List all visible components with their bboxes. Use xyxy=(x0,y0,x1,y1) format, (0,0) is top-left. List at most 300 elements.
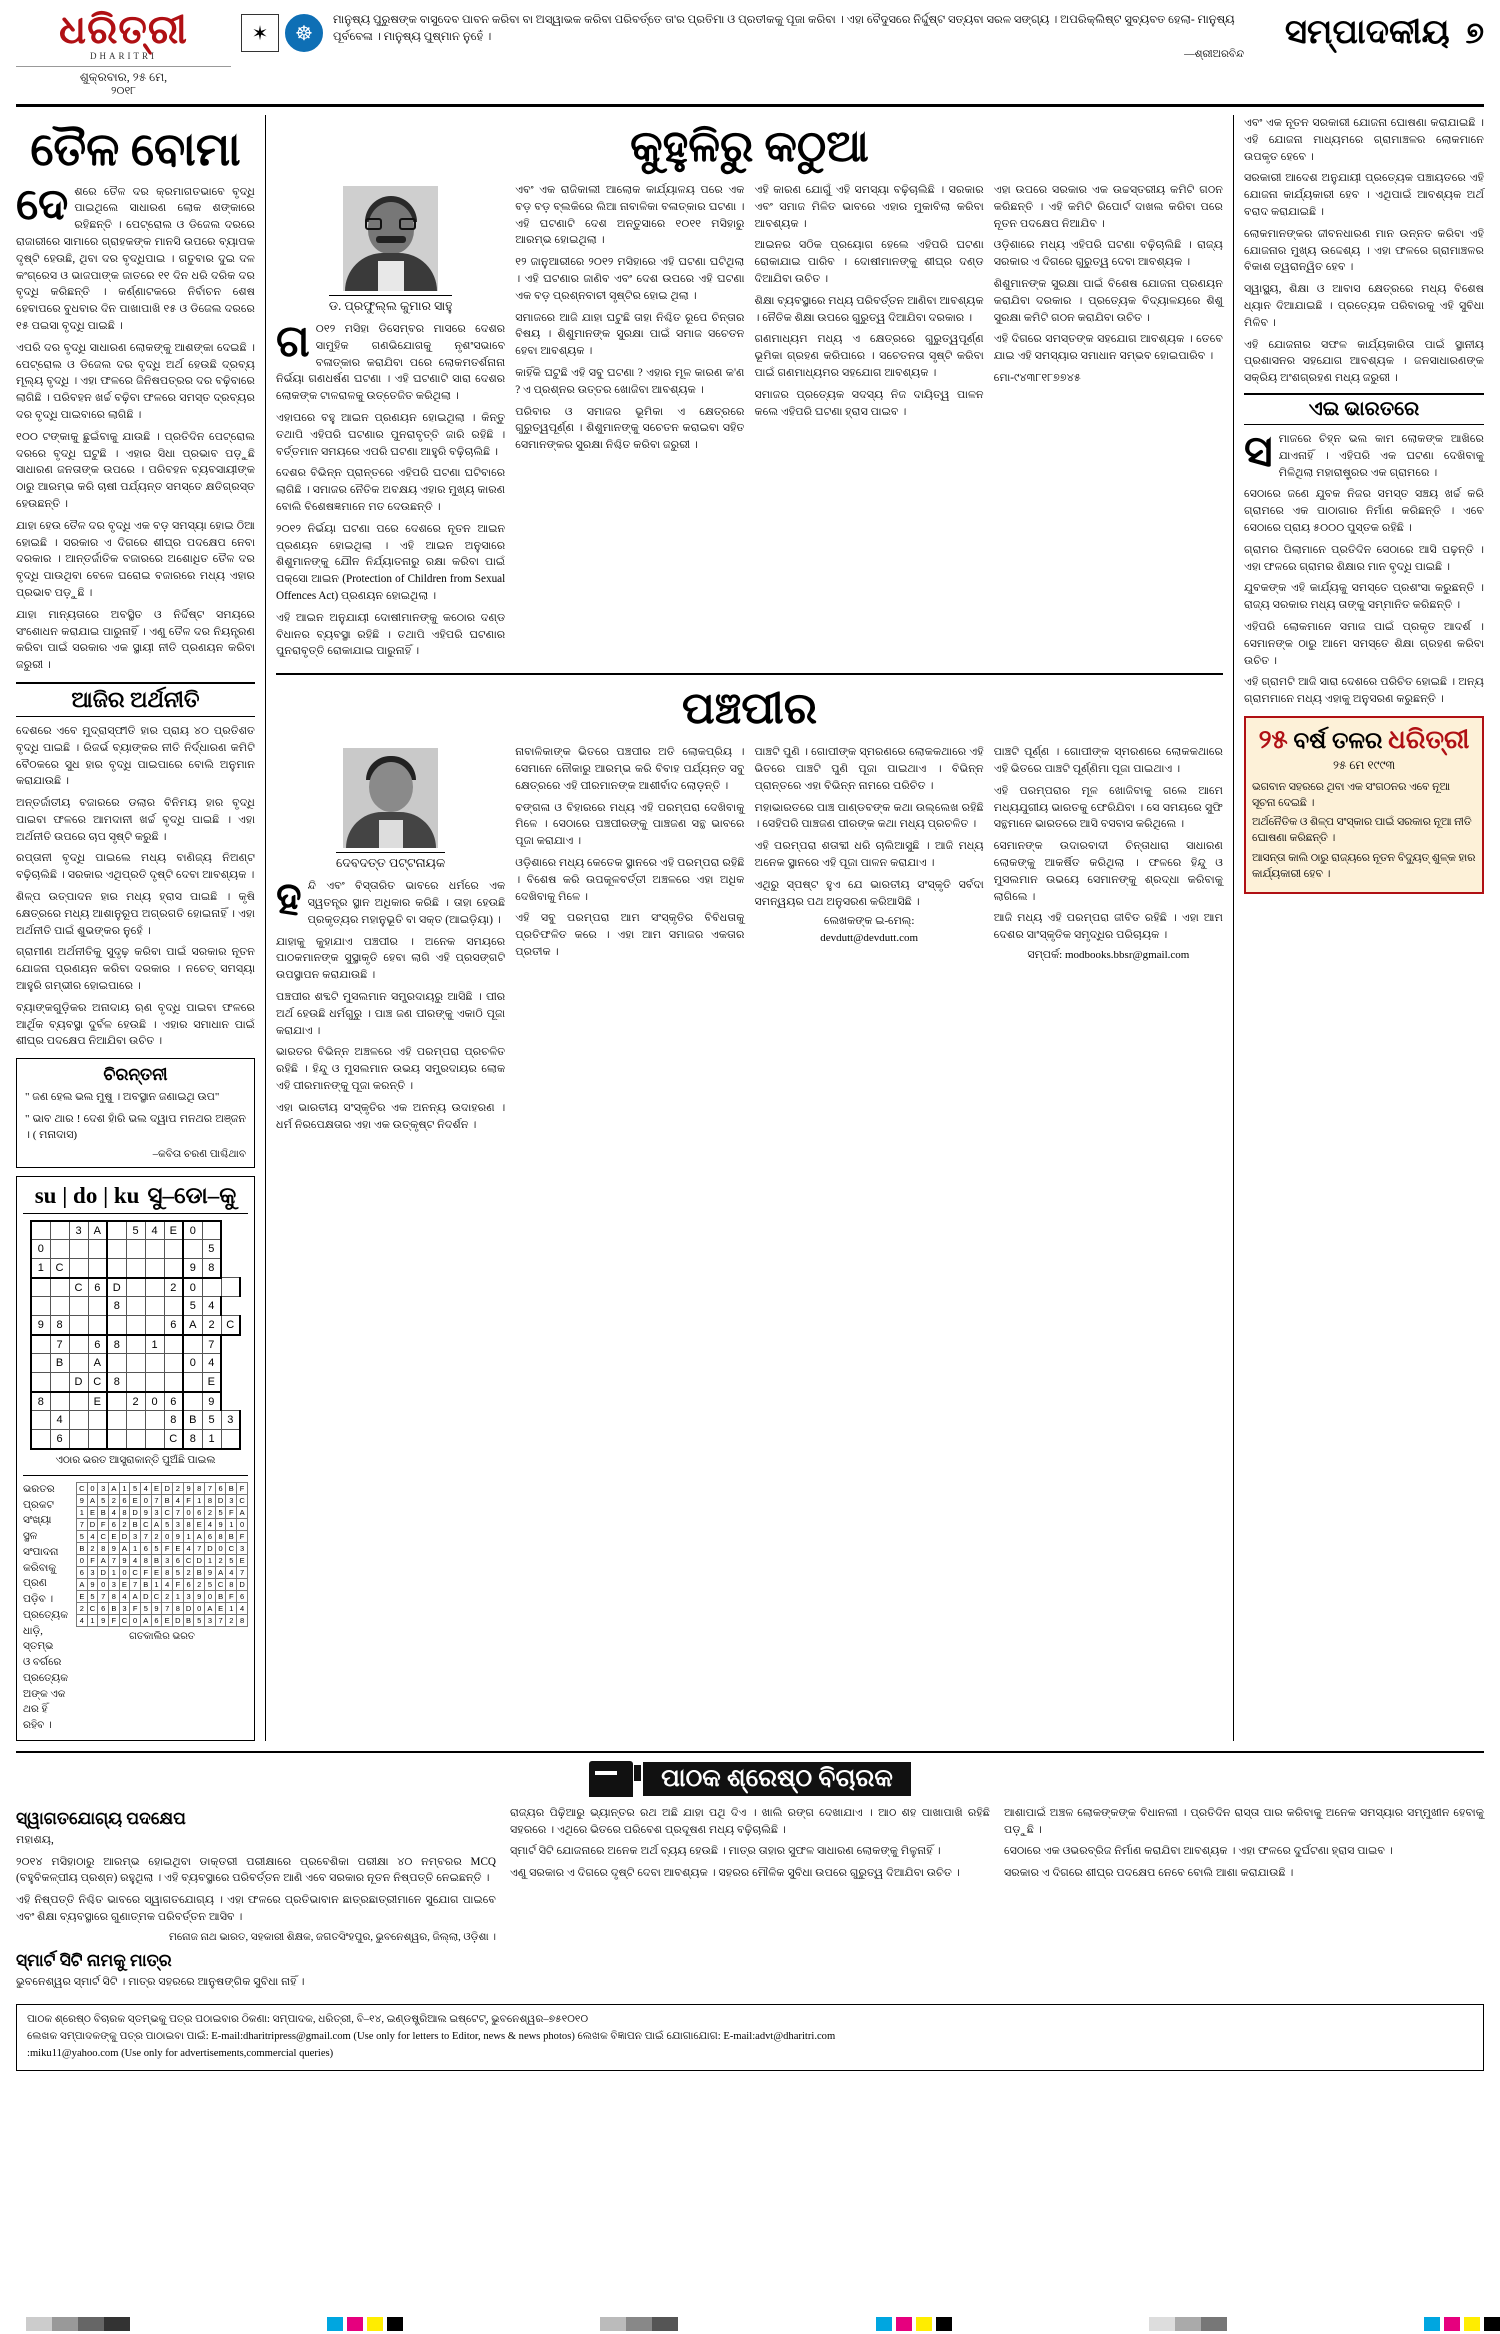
sudoku-widget xyxy=(16,1176,255,1741)
author-name: ଡ. ପ୍ରଫୁଲ୍ଲ କୁମାର ସାହୁ xyxy=(329,295,453,314)
sudoku-cell[interactable] xyxy=(88,1297,107,1316)
sudoku-cell[interactable] xyxy=(183,1240,202,1259)
photo-shirt xyxy=(379,820,403,848)
sudoku-cell[interactable] xyxy=(221,1278,240,1297)
sudoku-cell[interactable]: 2 xyxy=(126,1392,145,1411)
answer-cell: D xyxy=(173,1614,184,1626)
answer-cell: D xyxy=(205,1542,216,1554)
answer-cell: 3 xyxy=(226,1494,237,1506)
sudoku-cell[interactable]: C xyxy=(69,1278,88,1297)
feature-para: ମୋ-୯୪୩୮୧୮୭୭୪୫ xyxy=(993,371,1081,384)
drop-cap: ଗ xyxy=(276,317,310,366)
sudoku-cell[interactable]: 1 xyxy=(145,1335,164,1354)
sudoku-cell[interactable]: 8 xyxy=(202,1259,221,1278)
sudoku-cell[interactable] xyxy=(164,1354,183,1373)
sudoku-cell[interactable] xyxy=(164,1373,183,1392)
sudoku-cell[interactable]: 0 xyxy=(183,1354,202,1373)
sudoku-row xyxy=(31,1278,240,1297)
instr-line: ସଂପାଦନା କରିବାକୁ xyxy=(23,1546,59,1574)
feature-para-text: ୦୧୨ ମସିହା ଡିସେମ୍ବର ମାସରେ ଦେଶର ସାମୁହିକ ଗଣଭିଯୋଗକୁ ନୃଶଂସଭାବେ ବଳାତ୍କାର କରାଯିବା ପରେ ଲୋକମତର୍ଶନାନା ନିର୍ଭୟା ଗଣଧର୍ଷଣ ଘଟଣା । ଏହି ଘଟଣାଟି ସାରା ଦେଶର ଲୋକଙ୍କ ଟାଳରାଳକୁ ଉତ୍ତେଜିତ କରିଥିଲା । xyxy=(276,323,506,403)
answer-cell: A xyxy=(194,1530,205,1542)
sudoku-row xyxy=(31,1221,240,1240)
answer-cell: C xyxy=(130,1566,141,1578)
sudoku-cell[interactable] xyxy=(31,1297,50,1316)
letter-title: ସ୍ମାର୍ଟ ସିଟି ନାମକୁ ମାତ୍ର xyxy=(16,1951,172,1971)
sudoku-cell[interactable]: C xyxy=(164,1430,183,1449)
sudoku-cell[interactable] xyxy=(183,1373,202,1392)
answer-cell: 8 xyxy=(119,1506,130,1518)
answer-cell: 2 xyxy=(76,1602,87,1614)
sudoku-header xyxy=(23,1183,248,1214)
sudoku-cell[interactable] xyxy=(126,1259,145,1278)
answer-cell: 1 xyxy=(226,1602,237,1614)
answer-cell: 5 xyxy=(173,1566,184,1578)
answer-cell: 9 xyxy=(173,1530,184,1542)
answer-cell: E xyxy=(151,1482,162,1494)
answer-row xyxy=(76,1602,247,1614)
answer-cell: A xyxy=(87,1494,98,1506)
sudoku-cell[interactable]: 8 xyxy=(50,1316,69,1335)
sudoku-cell[interactable]: 9 xyxy=(31,1316,50,1335)
sudoku-cell[interactable]: 3 xyxy=(221,1411,240,1430)
sudoku-cell[interactable] xyxy=(183,1335,202,1354)
answer-cell: C xyxy=(183,1554,194,1566)
author-photo xyxy=(343,186,438,291)
panchapaira-para: ଏହି ସବୁ ପରମ୍ପରା ଆମ ସଂସ୍କୃତିର ବିବିଧତାକୁ ପ୍ରତିଫଳିତ କରେ । ଏହା ଆମ ସମାଜର ଏକତାର ପ୍ରତୀକ । xyxy=(515,912,745,958)
publication-date xyxy=(16,66,231,98)
feature-para: ଶିକ୍ଷା ବ୍ୟବସ୍ଥାରେ ମଧ୍ୟ ପରିବର୍ତ୍ତନ ଆଣିବା ଆବଶ୍ୟକ । ନୈତିକ ଶିକ୍ଷା ଉପରେ ଗୁରୁତ୍ୱ ଦିଆଯିବା ଦରକାର । xyxy=(754,294,984,324)
sudoku-cell[interactable] xyxy=(164,1240,183,1259)
answer-cell: E xyxy=(109,1530,120,1542)
ebharat-para: ଯୁବକଙ୍କ ଏହି କାର୍ଯ୍ୟକୁ ସମସ୍ତେ ପ୍ରଶଂସା କରୁଛନ୍ତି । ରାଜ୍ୟ ସରକାର ମଧ୍ୟ ତାଙ୍କୁ ସମ୍ମାନିତ କରିଛନ୍ତି । xyxy=(1244,582,1484,612)
answer-cell: 1 xyxy=(226,1518,237,1530)
answer-row xyxy=(76,1530,247,1542)
date-line-2: ୨୦୧୮ xyxy=(111,85,136,97)
masthead-center xyxy=(231,10,1254,63)
letter-para: ସ୍ମାର୍ଟ ସିଟି ଯୋଜନାରେ ଅନେକ ଅର୍ଥ ବ୍ୟୟ ହେଉଛି । ମାତ୍ର ତାହାର ସୁଫଳ ସାଧାରଣ ଲୋକଙ୍କୁ ମିଳୁନାହିଁ । xyxy=(510,1845,941,1858)
sudoku-cell[interactable] xyxy=(107,1354,126,1373)
answer-cell: 5 xyxy=(215,1506,226,1518)
sudoku-cell[interactable]: 7 xyxy=(50,1335,69,1354)
quote-box-line-2: " ଭାବ ଥାର ! ଦେଶ ହାଁରି ଭଲ ଦ୍ୱାପ ମନଥର ଅଞ୍ଜନ । ( ମନାଦାସ) xyxy=(25,1112,246,1142)
sudoku-cell[interactable] xyxy=(107,1392,126,1411)
sudoku-cell[interactable]: E xyxy=(164,1221,183,1240)
sudoku-cell[interactable] xyxy=(69,1297,88,1316)
answer-cell: 3 xyxy=(183,1590,194,1602)
sudoku-cell[interactable]: 0 xyxy=(183,1278,202,1297)
answer-cell: 4 xyxy=(237,1602,248,1614)
answer-cell: 6 xyxy=(140,1542,151,1554)
answer-cell: 4 xyxy=(130,1554,141,1566)
contact-emails[interactable]: ଲେଖକ ସମ୍ପାଦକଙ୍କୁ ପତ୍ର ପାଠାଇବା ପାଇଁ: E-mail:dharitripress@gmail.com (Use only for letters to Editor, news & news photos) ଲେଖକ ବିଜ୍ଞାପନ ପାଇଁ ଯୋଗାଯୋଗ: E-mail:advt@dharitri.com xyxy=(27,2031,836,2043)
instr-line: ପ୍ରଣ ପଡ଼ିବ । xyxy=(23,1578,54,1605)
sudoku-cell[interactable]: C xyxy=(221,1316,240,1335)
panchapaira-col-1 xyxy=(276,744,505,1138)
sudoku-cell[interactable]: D xyxy=(69,1373,88,1392)
answer-cell: 3 xyxy=(109,1578,120,1590)
answer-cell: D xyxy=(130,1506,141,1518)
answer-cell: 4 xyxy=(76,1614,87,1626)
sudoku-cell[interactable] xyxy=(145,1316,164,1335)
answer-cell: 9 xyxy=(205,1566,216,1578)
sudoku-cell[interactable] xyxy=(107,1411,126,1430)
quote-text: ମାନୁଷ୍ୟ ପୁରୁଷଙ୍କ ବାସୁଦେବ ପାବନ କରିବା ବା ଅସ୍ୱାଭକ କରିବା ପରିବର୍ତ୍ତେ ତା'ର ପ୍ରତିମା ଓ ପ୍ରତୀକକୁ ପୂଜା କରିବା । ଏହା ବୈଦୁସରେ ନିର୍ଦ୍ଦୁଷ୍ଟ ସତ୍ୟବା ସରଳ ସଙ୍ଗ୍ୟ । ଅପରିକ୍ଲିଷ୍ଟ ସୁବ୍ୟବତ ହେଲା- ମାନୁଷ୍ୟ ପୂର୍ବବେଳା । ମାନୁଷ୍ୟ ପୁଷ୍ମାନ ନୁହେଁ । xyxy=(333,14,1235,43)
feature-para: ଓଡ଼ିଶାରେ ମଧ୍ୟ ଏହିପରି ଘଟଣା ବଢ଼ିଚାଲିଛି । ରାଜ୍ୟ ସରକାର ଏ ଦିଗରେ ଗୁରୁତ୍ୱ ଦେବା ଆବଶ୍ୟକ । xyxy=(993,239,1223,269)
panchapaira-col-3 xyxy=(755,744,984,1138)
sudoku-cell[interactable]: 1 xyxy=(202,1430,221,1449)
answer-cell: F xyxy=(183,1494,194,1506)
grey-scale-right xyxy=(1149,2317,1227,2331)
feature-col-3 xyxy=(755,182,984,665)
sudoku-cell[interactable] xyxy=(88,1316,107,1335)
reader-section xyxy=(16,1751,1484,2071)
sudoku-cell[interactable] xyxy=(126,1411,145,1430)
sudoku-row xyxy=(31,1316,240,1335)
sudoku-cell[interactable] xyxy=(69,1335,88,1354)
masthead-emblems xyxy=(241,12,323,52)
sudoku-cell[interactable] xyxy=(145,1259,164,1278)
editorial-para: ୧୦୦ ଟଙ୍କାକୁ ଛୁଇଁବାକୁ ଯାଉଛି । ପ୍ରତିଦିନ ପେଟ୍ରୋଲ ଦରରେ ବୃଦ୍ଧି ଘଟୁଛି । ଏହାର ସିଧା ପ୍ରଭାବ ପଡ଼ୁଛି ସାଧାରଣ ଜନତାଙ୍କ ଉପରେ । ପରିବହନ ବ୍ୟବସାୟୀଙ୍କ ଠାରୁ ଆରମ୍ଭ କରି ଚାଷୀ ପର୍ଯ୍ୟନ୍ତ ସମସ୍ତେ କ୍ଷତିଗ୍ରସ୍ତ ହେଉଛନ୍ତି । xyxy=(16,430,255,510)
sudoku-cell[interactable] xyxy=(88,1240,107,1259)
answer-cell: A xyxy=(205,1602,216,1614)
sudoku-cell[interactable] xyxy=(107,1240,126,1259)
sudoku-cell[interactable]: 6 xyxy=(164,1316,183,1335)
sudoku-cell[interactable] xyxy=(126,1335,145,1354)
sudoku-cell[interactable] xyxy=(50,1392,69,1411)
author-block xyxy=(276,186,505,315)
answer-cell: C xyxy=(119,1614,130,1626)
sudoku-cell[interactable]: 8 xyxy=(31,1392,50,1411)
answer-cell: F xyxy=(98,1518,109,1530)
sudoku-cell[interactable]: C xyxy=(50,1259,69,1278)
sudoku-cell[interactable] xyxy=(183,1392,202,1411)
answer-cell: 5 xyxy=(140,1602,151,1614)
feature-article xyxy=(276,182,1223,665)
sudoku-cell[interactable] xyxy=(107,1221,126,1240)
sudoku-cell[interactable]: 5 xyxy=(202,1240,221,1259)
sudoku-cell[interactable] xyxy=(31,1278,50,1297)
sudoku-cell[interactable] xyxy=(126,1373,145,1392)
reader-letter xyxy=(16,1805,496,1996)
sudoku-cell[interactable]: 8 xyxy=(107,1335,126,1354)
answer-cell: F xyxy=(226,1506,237,1518)
economy-para: ଅନ୍ତର୍ଜାତୀୟ ବଜାରରେ ଡଲାର ବିନିମୟ ହାର ବୃଦ୍ଧି ପାଇବା ଫଳରେ ଆମଦାନୀ ଖର୍ଚ୍ଚ ବୃଦ୍ଧି ପାଇଛି । ଏହା ଅର୍ଥନୀତି ଉପରେ ଚାପ ସୃଷ୍ଟି କରୁଛି । xyxy=(16,797,255,843)
drop-cap: ସ xyxy=(1244,426,1273,476)
sudoku-cell[interactable] xyxy=(145,1430,164,1449)
sudoku-cell[interactable] xyxy=(202,1278,221,1297)
answer-cell: 9 xyxy=(194,1590,205,1602)
sudoku-cell[interactable] xyxy=(69,1392,88,1411)
sudoku-cell[interactable] xyxy=(69,1430,88,1449)
panchapaira-para: ଯାହାକୁ କୁହାଯାଏ ପଞ୍ଚପୀର । ଅନେକ ସମୟରେ ପାଠକମାନଙ୍କ ସୁସ୍ଥାକୃତି ହେବା ଲାଗି ଏହି ପ୍ରସଙ୍ଗଟି ଉପସ୍ଥାପନ କରାଯାଉଛି । xyxy=(276,935,506,982)
answer-cell: 5 xyxy=(205,1578,216,1590)
sudoku-cell[interactable]: 8 xyxy=(164,1411,183,1430)
sudoku-cell[interactable]: A xyxy=(88,1221,107,1240)
sudoku-cell[interactable]: D xyxy=(107,1278,126,1297)
sudoku-cell[interactable]: 6 xyxy=(88,1335,107,1354)
answer-cell: 5 xyxy=(151,1542,162,1554)
sudoku-cell[interactable]: E xyxy=(202,1373,221,1392)
sudoku-cell[interactable] xyxy=(88,1411,107,1430)
sudoku-cell[interactable] xyxy=(31,1335,50,1354)
answer-cell: 6 xyxy=(109,1518,120,1530)
panchapaira-col-2 xyxy=(515,744,744,1138)
answer-cell: C xyxy=(162,1506,173,1518)
cmyk-group-2 xyxy=(876,2317,952,2331)
drop-cap: ହ xyxy=(276,874,302,924)
answer-cell: 7 xyxy=(173,1506,184,1518)
sudoku-cell[interactable] xyxy=(145,1278,164,1297)
sudoku-cell[interactable]: 5 xyxy=(202,1411,221,1430)
feature-para: ଏହି ଆଇନ ଅନୁଯାୟୀ ଦୋଷୀମାନଙ୍କୁ କଠୋର ଦଣ୍ଡ ବିଧାନର ବ୍ୟବସ୍ଥା ରହିଛି । ତଥାପି ଏହିପରି ଘଟଣାର ପୁନରାବୃତ୍ତି ରୋକାଯାଇ ପାରୁନାହିଁ । xyxy=(276,611,506,658)
sudoku-row xyxy=(31,1373,240,1392)
sudoku-cell[interactable] xyxy=(31,1373,50,1392)
sudoku-cell[interactable]: A xyxy=(183,1316,202,1335)
contact-commercial-email[interactable]: :miku11@yahoo.com (Use only for advertisements,commercial queries) xyxy=(27,2048,334,2060)
sudoku-cell[interactable]: 4 xyxy=(202,1297,221,1316)
answer-cell: C xyxy=(237,1494,248,1506)
answer-cell: 0 xyxy=(76,1554,87,1566)
answer-cell: B xyxy=(109,1602,120,1614)
answer-cell: A xyxy=(140,1614,151,1626)
answer-row xyxy=(76,1614,247,1626)
answer-cell: 1 xyxy=(205,1554,216,1566)
sudoku-cell[interactable]: 6 xyxy=(164,1392,183,1411)
answer-cell: B xyxy=(162,1494,173,1506)
sudoku-cell[interactable]: A xyxy=(88,1354,107,1373)
instr-line: ଥର ହିଁ ରହିବ । xyxy=(23,1704,52,1731)
sudoku-cell[interactable] xyxy=(221,1430,240,1449)
quote-box-source: –କବିତା ଚରଣ ପାଶ୍ଚିଥାବ xyxy=(152,1148,246,1160)
sudoku-cell[interactable]: E xyxy=(88,1392,107,1411)
answer-cell: 6 xyxy=(183,1578,194,1590)
sudoku-cell[interactable] xyxy=(126,1240,145,1259)
sudoku-cell[interactable] xyxy=(50,1221,69,1240)
answer-cell: 2 xyxy=(151,1530,162,1542)
answer-cell: 9 xyxy=(151,1602,162,1614)
answer-row xyxy=(76,1518,247,1530)
answer-cell: B xyxy=(215,1590,226,1602)
answer-cell: 3 xyxy=(130,1530,141,1542)
answer-cell: 1 xyxy=(87,1614,98,1626)
letter-para: ଏଣୁ ସରକାର ଏ ଦିଗରେ ଦୃଷ୍ଟି ଦେବା ଆବଶ୍ୟକ । ସହରର ମୌଳିକ ସୁବିଧା ଉପରେ ଗୁରୁତ୍ୱ ଦିଆଯିବା ଉଚିତ । xyxy=(510,1867,960,1880)
sudoku-row xyxy=(31,1335,240,1354)
answer-cell: 2 xyxy=(173,1482,184,1494)
sudoku-cell[interactable] xyxy=(69,1259,88,1278)
logo-subtitle: DHARITRI xyxy=(90,51,157,61)
sudoku-grid[interactable] xyxy=(30,1220,241,1450)
letter-para: ସେଠାରେ ଏକ ଓଭରବ୍ରିଜ ନିର୍ମାଣ କରାଯିବା ଆବଶ୍ୟକ । ଏହା ଫଳରେ ଦୁର୍ଘଟଣା ହ୍ରାସ ପାଇବ । xyxy=(1004,1845,1393,1858)
answer-row xyxy=(76,1590,247,1602)
sudoku-cell[interactable] xyxy=(107,1259,126,1278)
answer-cell: 3 xyxy=(98,1482,109,1494)
sudoku-cell[interactable]: 8 xyxy=(107,1297,126,1316)
sudoku-cell[interactable]: 5 xyxy=(126,1221,145,1240)
sudoku-cell[interactable]: 4 xyxy=(202,1354,221,1373)
sudoku-cell[interactable] xyxy=(126,1430,145,1449)
photo-moustache xyxy=(376,236,406,243)
sudoku-cell[interactable] xyxy=(69,1354,88,1373)
feature-para: କାହିଁକି ଘଟୁଛି ଏହି ସବୁ ଘଟଣା ? ଏହାର ମୂଳ କାରଣ କ'ଣ ? ଏ ପ୍ରଶ୍ନର ଉତ୍ତର ଖୋଜିବା ଆବଶ୍ୟକ । xyxy=(515,366,745,396)
sudoku-cell[interactable] xyxy=(69,1240,88,1259)
answer-cell: D xyxy=(119,1530,130,1542)
answer-cell: 4 xyxy=(140,1482,151,1494)
sudoku-cell[interactable]: 8 xyxy=(107,1373,126,1392)
sudoku-cell[interactable]: 3 xyxy=(69,1221,88,1240)
answer-cell: C xyxy=(151,1590,162,1602)
letter-signature: ମନୋଜ ନାଥ ଭାରତ, ସହକାରୀ ଶିକ୍ଷକ, ଜଗତସିଂହପୁର, ଭୁବନେଶ୍ୱର, ଜିଲ୍ଲା, ଓଡ଼ିଶା । xyxy=(169,1931,496,1943)
right-para: ଏବଂ ଏକ ନୂତନ ସରକାରୀ ଯୋଜନା ଘୋଷଣା କରାଯାଇଛି । ଏହି ଯୋଜନା ମାଧ୍ୟମରେ ଗ୍ରାମାଞ୍ଚଳର ଲୋକମାନେ ଉପକୃତ ହେବେ । xyxy=(1244,117,1484,163)
sudoku-cell[interactable]: 9 xyxy=(183,1259,202,1278)
sudoku-cell[interactable] xyxy=(145,1240,164,1259)
sudoku-cell[interactable] xyxy=(50,1240,69,1259)
quote-box-line-1: " ଜଣ ହେଲ ଭଲ ମୁଷୁ । ଅବସ୍ଥାନ ଜଣାଇଥି ଉପ" xyxy=(25,1091,220,1104)
answer-cell: 1 xyxy=(183,1530,194,1542)
grey-scale-mid xyxy=(600,2317,678,2331)
answer-cell: 6 xyxy=(119,1494,130,1506)
sudoku-cell[interactable]: 1 xyxy=(31,1259,50,1278)
panchapaira-para: ଏହି ପରମ୍ପରାର ମୂଳ ଖୋଜିବାକୁ ଗଲେ ଆମେ ମଧ୍ୟଯୁଗୀୟ ଭାରତକୁ ଫେରିଯିବା । ସେ ସମୟରେ ସୁଫି ସନ୍ଥମାନେ ଭାରତରେ ଆସି ବସବାସ କରିଥିଲେ । xyxy=(993,784,1223,831)
mailbox-icon xyxy=(589,1761,633,1797)
sudoku-caption: ଏଠାର ଭରତ ଆସ୍ତ୍ରାକାନ୍ତି ପୁଅଁଛି ପାଇଲ xyxy=(55,1454,216,1466)
answer-cell: C xyxy=(215,1578,226,1590)
answer-cell: 6 xyxy=(76,1566,87,1578)
date-line-1: ଶୁକ୍ରବାର, ୨୫ ମେ, xyxy=(79,70,168,84)
sudoku-cell[interactable]: 4 xyxy=(145,1221,164,1240)
answer-cell: F xyxy=(140,1566,151,1578)
anniversary-item: ଆସନ୍ତା କାଲି ଠାରୁ ରାଜ୍ୟରେ ନୂତନ ବିଦ୍ୟୁତ୍ ଶୁଳ୍କ ହାର କାର୍ଯ୍ୟକାରୀ ହେବ । xyxy=(1252,851,1476,880)
sudoku-row xyxy=(31,1392,240,1411)
sudoku-cell[interactable] xyxy=(88,1259,107,1278)
sudoku-cell[interactable] xyxy=(107,1316,126,1335)
instr-line: ଓ ବର୍ଗରେ xyxy=(23,1657,62,1668)
sudoku-cell[interactable] xyxy=(145,1411,164,1430)
answer-row xyxy=(76,1566,247,1578)
sudoku-cell[interactable] xyxy=(88,1430,107,1449)
answer-cell: 3 xyxy=(162,1554,173,1566)
answer-row xyxy=(76,1506,247,1518)
sudoku-cell[interactable]: B xyxy=(183,1411,202,1430)
feature-para: ଆଇନର ସଠିକ ପ୍ରୟୋଗ ହେଲେ ଏହିପରି ଘଟଣା ରୋକାଯାଇ ପାରିବ । ଦୋଷୀମାନଙ୍କୁ ଶୀଘ୍ର ଦଣ୍ଡ ଦିଆଯିବା ଉଚିତ । xyxy=(754,239,984,285)
answer-cell: 5 xyxy=(76,1530,87,1542)
sudoku-cell[interactable] xyxy=(164,1335,183,1354)
right-para: ଲୋକମାନଙ୍କର ଜୀବନଧାରଣ ମାନ ଉନ୍ନତ କରିବା ଏହି ଯୋଜନାର ମୁଖ୍ୟ ଉଦ୍ଦେଶ୍ୟ । ଏହା ଫଳରେ ଗ୍ରାମାଞ୍ଚଳର ବିକାଶ ତ୍ୱରାନ୍ୱିତ ହେବ । xyxy=(1244,227,1484,274)
sudoku-cell[interactable] xyxy=(69,1316,88,1335)
sudoku-cell[interactable] xyxy=(107,1430,126,1449)
answer-cell: 7 xyxy=(151,1494,162,1506)
answer-cell: B xyxy=(98,1506,109,1518)
sudoku-cell[interactable] xyxy=(31,1354,50,1373)
answer-cell: 4 xyxy=(119,1590,130,1602)
answer-cell: 1 xyxy=(130,1542,141,1554)
mailbox-flag xyxy=(634,1765,641,1781)
feature-para: ୧୨ ଜାନୁଆରୀରେ ୨୦୧୨ ମସିହାରେ ଏହି ଘଟଣା ଘଟିଥିଲା । ଏହି ଘଟଣାର ଜାଣିବ ଏବଂ ଦେଶ ଉପରେ ଏହି ଘଟଣା ଏକ ବଡ଼ ପ୍ରଶ୍ନବାଚୀ ସୃଷ୍ଟିର ହୋଇ ଥିଲା । xyxy=(515,256,745,302)
sudoku-title-od: ସୁ–ଡୋ–କୁ xyxy=(147,1182,237,1208)
answer-cell: A xyxy=(151,1518,162,1530)
answer-cell: 1 xyxy=(194,1494,205,1506)
sudoku-cell[interactable] xyxy=(50,1297,69,1316)
sudoku-cell[interactable]: 5 xyxy=(183,1297,202,1316)
sudoku-cell[interactable] xyxy=(164,1297,183,1316)
answer-cell: 5 xyxy=(162,1518,173,1530)
feature-para: ଏହାପରେ ବହୁ ଆଇନ ପ୍ରଣୟନ ହୋଇଥିଲା । କିନ୍ତୁ ତଥାପି ଏହିପରି ଘଟଣାର ପୁନରାବୃତ୍ତି ଜାରି ରହିଛି । ବର୍ତ୍ତମାନ ସମୟରେ ଏପରି ଘଟଣା ଆହୁରି ବଢ଼ିଚାଲିଛି । xyxy=(276,411,506,458)
sudoku-cell[interactable] xyxy=(31,1430,50,1449)
sudoku-cell[interactable]: 0 xyxy=(31,1240,50,1259)
answer-cell: E xyxy=(215,1602,226,1614)
answer-cell: E xyxy=(194,1518,205,1530)
panchapaira-email[interactable]: devdutt@devdutt.com xyxy=(820,932,919,945)
answer-cell: 1 xyxy=(151,1578,162,1590)
letter-para: ଭୁବନେଶ୍ୱର ସ୍ମାର୍ଟ ସିଟି । ମାତ୍ର ସହରରେ ଆନୁଷଙ୍ଗିକ ସୁବିଧା ନାହିଁ । xyxy=(16,1976,305,1989)
sudoku-cell[interactable] xyxy=(50,1373,69,1392)
quote-box xyxy=(16,1058,255,1168)
answer-cell: 1 xyxy=(76,1506,87,1518)
instr-line: ଭରତର ପ୍ରକଟ xyxy=(23,1483,55,1511)
sudoku-cell[interactable]: B xyxy=(50,1354,69,1373)
answer-cell: 2 xyxy=(183,1566,194,1578)
sudoku-cell[interactable] xyxy=(31,1411,50,1430)
sudoku-cell[interactable] xyxy=(164,1259,183,1278)
sudoku-cell[interactable]: 6 xyxy=(88,1278,107,1297)
answer-cell: 4 xyxy=(109,1506,120,1518)
page-number: ୭ xyxy=(1465,17,1484,50)
sudoku-cell[interactable]: 2 xyxy=(164,1278,183,1297)
sudoku-cell[interactable]: 0 xyxy=(183,1221,202,1240)
sudoku-cell[interactable]: 0 xyxy=(145,1392,164,1411)
sudoku-cell[interactable] xyxy=(126,1297,145,1316)
sudoku-cell[interactable]: C xyxy=(88,1373,107,1392)
panchapaira-contact-email[interactable]: ସମ୍ପର୍କ: modbooks.bbsr@gmail.com xyxy=(1027,948,1190,961)
sudoku-cell[interactable] xyxy=(202,1221,221,1240)
sudoku-cell[interactable] xyxy=(126,1278,145,1297)
answer-cell: 0 xyxy=(183,1506,194,1518)
answer-cell: 5 xyxy=(226,1554,237,1566)
feature-col-4 xyxy=(994,182,1223,665)
answer-cell: B xyxy=(151,1554,162,1566)
sudoku-cell[interactable]: 4 xyxy=(50,1411,69,1430)
feature-para xyxy=(276,317,506,405)
answer-cell: 1 xyxy=(173,1590,184,1602)
sudoku-cell[interactable]: 6 xyxy=(50,1430,69,1449)
panchapaira-col-4 xyxy=(994,744,1223,1138)
sudoku-cell[interactable] xyxy=(145,1297,164,1316)
sudoku-cell[interactable]: 2 xyxy=(202,1316,221,1335)
answer-cell: 8 xyxy=(109,1590,120,1602)
answer-cell: B xyxy=(76,1542,87,1554)
sudoku-cell[interactable] xyxy=(145,1354,164,1373)
ebharat-para: ସେଠାରେ ଜଣେ ଯୁବକ ନିଜର ସମସ୍ତ ସଞ୍ଚୟ ଖର୍ଚ୍ଚ କରି ଗ୍ରାମରେ ଏକ ପାଠାଗାର ନିର୍ମାଣ କରିଛନ୍ତି । ଏବେ ସେଠାରେ ପ୍ରାୟ ୫୦୦୦ ପୁସ୍ତକ ରହିଛି । xyxy=(1244,488,1484,534)
sudoku-cell[interactable] xyxy=(69,1411,88,1430)
sudoku-row xyxy=(31,1354,240,1373)
sudoku-cell[interactable] xyxy=(126,1316,145,1335)
sudoku-title-en: su | do | ku xyxy=(34,1182,140,1208)
answer-cell: F xyxy=(109,1614,120,1626)
ebharat-heading: ଏଇ ଭାରତରେ xyxy=(1244,393,1484,425)
answer-cell: 6 xyxy=(151,1614,162,1626)
sudoku-cell[interactable]: 8 xyxy=(183,1430,202,1449)
sudoku-cell[interactable] xyxy=(126,1354,145,1373)
mailbox-slot xyxy=(595,1771,617,1775)
answer-cell: 1 xyxy=(109,1566,120,1578)
contact-box xyxy=(16,2004,1484,2071)
sudoku-cell[interactable] xyxy=(145,1373,164,1392)
anniversary-years: ୨୫ xyxy=(1258,724,1288,754)
sudoku-cell[interactable] xyxy=(50,1278,69,1297)
sudoku-cell[interactable]: 9 xyxy=(202,1392,221,1411)
sudoku-cell[interactable]: 7 xyxy=(202,1335,221,1354)
letter-para: ୨୦୧୪ ମସିହାଠାରୁ ଆରମ୍ଭ ହୋଇଥିବା ଡାକ୍ତରୀ ପରୀକ୍ଷାରେ ପ୍ରବେଶିକା ପରୀକ୍ଷା ୪୦ ନମ୍ବରର MCQ (ବହୁବିକଳ୍ପୀୟ ପ୍ରଶ୍ନ) ରହୁଥିଲା । ଏହି ବ୍ୟବସ୍ଥାରେ ପରିବର୍ତ୍ତନ ଆଣି ଏବେ ସରକାର ନୂତନ ନିଷ୍ପତ୍ତି ନେଇଛନ୍ତି । xyxy=(16,1855,496,1885)
sudoku-cell[interactable] xyxy=(31,1221,50,1240)
